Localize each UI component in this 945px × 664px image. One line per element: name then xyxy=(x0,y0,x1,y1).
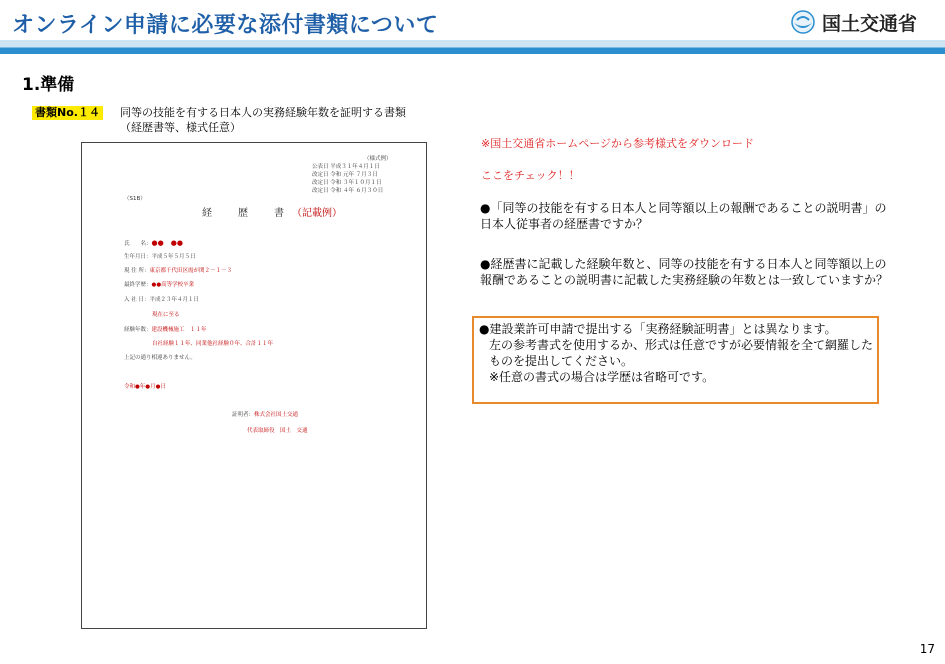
form-stamp-label: （様式例） xyxy=(364,156,392,162)
document-description: 同等の技能を有する日本人の実務経験年数を証明する書類（経歴書等、様式任意） xyxy=(120,106,406,134)
form-name-row xyxy=(124,239,183,248)
title-bar xyxy=(0,40,945,54)
form-date-line: 公表日 平成３１年４月１日 xyxy=(312,164,380,170)
checkpoint-1: ●「同等の技能を有する日本人と同等額以上の報酬であることの説明書」の日本人従事者の経歴書ですか？ xyxy=(480,201,887,231)
form-heading-text: 経 歴 書 xyxy=(202,208,292,219)
form-certifier-company: 株式会社国土交通 xyxy=(254,412,299,418)
form-date-line: 改定日 令和 元年 ７月３日 xyxy=(312,172,378,178)
form-experience-row xyxy=(124,326,207,334)
form-education-label: 最終学歴： xyxy=(124,282,152,288)
form-address-row xyxy=(124,267,232,275)
form-experience-detail: 自社経験１１年、同業他社経験０年、合計１１年 xyxy=(152,341,274,347)
form-heading xyxy=(202,207,342,221)
warning-line-2: 左の参考書式を使用するか、形式は任意ですが必要情報を全て網羅したものを提出してください。 xyxy=(489,338,874,368)
sample-form xyxy=(81,142,427,629)
form-date-line: 改定日 令和 ４年 ６月３０日 xyxy=(312,188,384,194)
form-joined: 入 社 日：平成２３年４月１日 xyxy=(124,297,199,303)
mlit-emblem-icon xyxy=(790,9,816,35)
section-heading: 1.準備 xyxy=(22,75,75,95)
form-experience-label: 経験年数： xyxy=(124,327,152,333)
form-name-label: 氏 名： xyxy=(124,241,152,247)
page-number: 17 xyxy=(919,642,935,656)
page-title: オンライン申請に必要な添付書類について xyxy=(12,13,439,38)
check-note: ここをチェック！！ xyxy=(481,169,580,182)
form-address-label: 現 住 所： xyxy=(124,268,150,274)
warning-line-1: ●建設業許可申請で提出する「実務経験証明書」とは異なります。 xyxy=(479,322,837,336)
form-certifier-label: 証明者： xyxy=(232,412,255,418)
form-name-value: ●● ●● xyxy=(151,239,183,247)
form-address-value: 東京都千代田区霞が関２－１－３ xyxy=(149,268,233,274)
form-certifier-row xyxy=(232,411,298,419)
form-certify-text: 上記の通り相違ありません。 xyxy=(124,355,196,361)
form-education-row xyxy=(124,281,194,289)
form-date-line-signature: 令和●年●月●日 xyxy=(124,384,166,390)
form-education-value: ●●高等学校卒業 xyxy=(151,282,195,288)
form-certifier-rep: 代表取締役 国土 交通 xyxy=(247,428,308,434)
document-number-badge: 書類No.１４ xyxy=(32,106,103,120)
form-code: （S1B） xyxy=(124,196,146,202)
form-birth: 生年月日：平成５年５月５日 xyxy=(124,254,196,260)
download-note: ※国土交通省ホームページから参考様式をダウンロード xyxy=(481,137,754,150)
warning-line-3: ※任意の書式の場合は学歴は省略可です。 xyxy=(489,370,715,384)
warning-text xyxy=(479,321,874,385)
form-present: 現在に至る xyxy=(152,312,180,318)
ministry-logo xyxy=(790,8,917,36)
form-experience-value: 建設機械施工 １１年 xyxy=(151,327,207,333)
form-date-line: 改定日 令和 ３年１０月１日 xyxy=(312,180,382,186)
logo-text: 国土交通省 xyxy=(822,12,918,35)
form-heading-note: （記載例） xyxy=(292,208,342,219)
checkpoint-2: ●経歴書に記載した経験年数と、同等の技能を有する日本人と同等額以上の報酬であることの説明書に記載した実務経験の年数とは一致していますか？ xyxy=(480,257,889,287)
